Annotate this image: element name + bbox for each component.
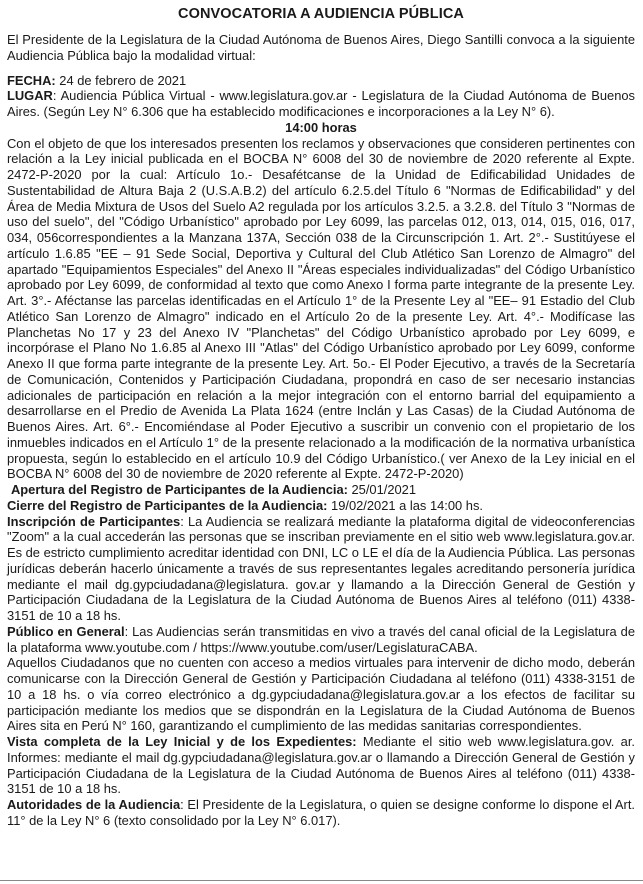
inscripcion-value: : La Audiencia se realizará mediante la plataforma digital de videoconferencias "Zoom" a la cual accederán las personas que se inscriban previamente en el sitio web www.legislatura.gov.ar. Es de estricto cumplimiento acreditar identidad con DNI, LC o LE el día de la Audiencia Pública. Las personas jurídicas deberán hacerlo únicamente a través de sus representantes legales acreditando personería jurídica mediante el mail dg.gypciudadana@legislatura. gov.ar y llamando a la Dirección General de Gestión y Participación Ciudadana de la Legislatura de la Ciudad Autónoma de Buenos Aires al teléfono (011) 4338-3151 de 10 a 18 hs.	[7, 513, 635, 623]
objeto-paragraph: Con el objeto de que los interesados presenten los reclamos y observaciones que consideren pertinentes con relación a la Ley inicial publicada en el BOCBA N° 6008 del 30 de noviembre de 2020 referente al Expte. 2472-P-2020 por la cual: Artículo 1o.- Desafétcanse de la Unidad de Edificabilidad Unidades de Sustentabilidad de Altura Baja 2 (U.S.A.B.2) del artículo 6.2.5.del Título 6 "Normas de Edificabilidad" y del Área de Media Mixtura de Usos del Suelo A2 regulada por los artículos 3.2.5. a 3.2.8. del Título 3 "Normas de uso del suelo", del "Código Urbanístico" aprobado por Ley 6099, las parcelas 012, 013, 014, 015, 016, 017, 034, 056correspondientes a la Manzana 137A, Sección 038 de la Circunscripción 1. Art. 2°.- Sustitúyese el artículo 1.6.85 "EE – 91 Sede Social, Deportiva y Cultural del Club Atlético San Lorenzo de Almagro" del apartado "Equipamientos Especiales" del Anexo II "Áreas especiales individualizadas" del Código Urbanístico aprobado por Ley 6099, de conformidad al texto que como Anexo I forma parte integrante de la presente Ley. Art. 3°.- Aféctanse las parcelas identificadas en el Artículo 1° de la Presente Ley al "EE– 91 Estadio del Club Atlético San Lorenzo de Almagro" indicado en el Artículo 2o de la presente Ley. Art. 4°.- Modifícase las Planchetas No 17 y 23 del Anexo IV "Planchetas" del Código Urbanístico aprobado por Ley 6099, e incorpórase el Plano No 1.6.85 al Anexo III "Atlas" del Código Urbanístico aprobado por Ley 6099, conforme Anexo II que forma parte integrante de la presente Ley. Art. 5o.- El Poder Ejecutivo, a través de la Secretaría de Comunicación, Contenidos y Participación Ciudadana, propondrá en caso de ser necesario instancias adicionales de participación en relación a la mejor integración con el entorno barrial del equipamiento a desarrollarse en el Predio de Avenida La Plata 1624 (entre Inclán y Las Casas) de la Ciudad Autónoma de Buenos Aires. Art. 6°.- Encomiéndase al Poder Ejecutivo a suscribir un convenio con el propietario de los inmuebles indicados en el Artículo 1° de la presente relacionado a la modificación de la normativa urbanística propuesta, según lo establecido en el artículo 10.9 del Código Urbanístico.( ver Anexo de la Ley inicial en el BOCBA N° 6008 del 30 de noviembre de 2020 referente al Expte. 2472-P-2020)	[7, 135, 635, 482]
vista-value: Mediante el sitio web www.legislatura.gov. ar. Informes: mediante el mail dg.gypciudadana@legislatura.gov.ar o llamando a Dirección General de Gestión y Participación Ciudadana de la Legislatura de la Ciudad Autónoma de Buenos Aires al teléfono (011) 4338-3151 de 10 a 18 hs.	[7, 734, 635, 797]
bottom-rule	[0, 880, 643, 881]
cierre-value: 19/02/2021 a las 14:00 hs.	[327, 497, 483, 513]
inscripcion-label: Inscripción de Participantes	[7, 513, 181, 529]
inscripcion-paragraph	[7, 514, 635, 624]
intro-paragraph: El Presidente de la Legislatura de la Ciudad Autónoma de Buenos Aires, Diego Santilli convoca a la siguiente Audiencia Pública bajo la modalidad virtual:	[7, 32, 635, 63]
notice-title: CONVOCATORIA A AUDIENCIA PÚBLICA	[178, 6, 464, 22]
publico-value: : Las Audiencias serán transmitidas en vivo a través del canal oficial de la Legislatura de la plataforma www.youtube.com / https://www.youtube.com/user/LegislaturaCABA.	[7, 623, 636, 655]
autoridades-label: Autoridades de la Audiencia	[7, 797, 181, 812]
notice	[7, 5, 635, 829]
vista-paragraph	[7, 734, 635, 797]
vista-label: Vista completa de la Ley Inicial y de los Expedientes:	[7, 734, 357, 749]
fecha-value: 24 de febrero de 2021	[55, 72, 187, 88]
apertura-line	[7, 482, 635, 498]
publico-label: Público en General	[7, 623, 125, 639]
ciudadanos-paragraph: Aquellos Ciudadanos que no cuenten con acceso a medios virtuales para intervenir de dicho modo, deberán comunicarse con la Dirección General de Gestión y Participación Ciudadana al teléfono (011) 4338-3151 de 10 a 18 hs. o vía correo electrónico a dg.gypciudadana@legislatura.gov.ar a los efectos de facilitar su participación mediante los medios que se dispondrán en la Legislatura de la Ciudad Autónoma de Buenos Aires sita en Perú N° 160, garantizando el cumplimiento de las medidas sanitarias correspondientes.	[7, 655, 635, 734]
apertura-label: Apertura del Registro de Participantes de la Audiencia:	[11, 482, 348, 497]
lugar-value: : Audiencia Pública Virtual - www.legislatura.gov.ar - Legislatura de la Ciudad Autónoma de Buenos Aires. (Según Ley N° 6.306 que ha establecido modificaciones e incorporaciones a la Ley N° 6).	[7, 88, 635, 119]
publico-paragraph	[7, 624, 635, 656]
fecha-line	[7, 73, 635, 89]
apertura-value: 25/01/2021	[347, 482, 417, 497]
fecha-label: FECHA:	[7, 72, 56, 88]
hora-line: 14:00 horas	[285, 119, 357, 135]
cierre-line	[7, 498, 635, 514]
lugar-line	[7, 88, 635, 120]
lugar-label: LUGAR	[7, 88, 53, 104]
autoridades-value: : El Presidente de la Legislatura, o quien se designe conforme lo dispone el Art. 11° de la Ley N° 6 (texto consolidado por la Ley N° 6.017).	[7, 797, 635, 828]
cierre-label: Cierre del Registro de Participantes de la Audiencia:	[7, 497, 328, 513]
autoridades-paragraph	[7, 797, 635, 829]
